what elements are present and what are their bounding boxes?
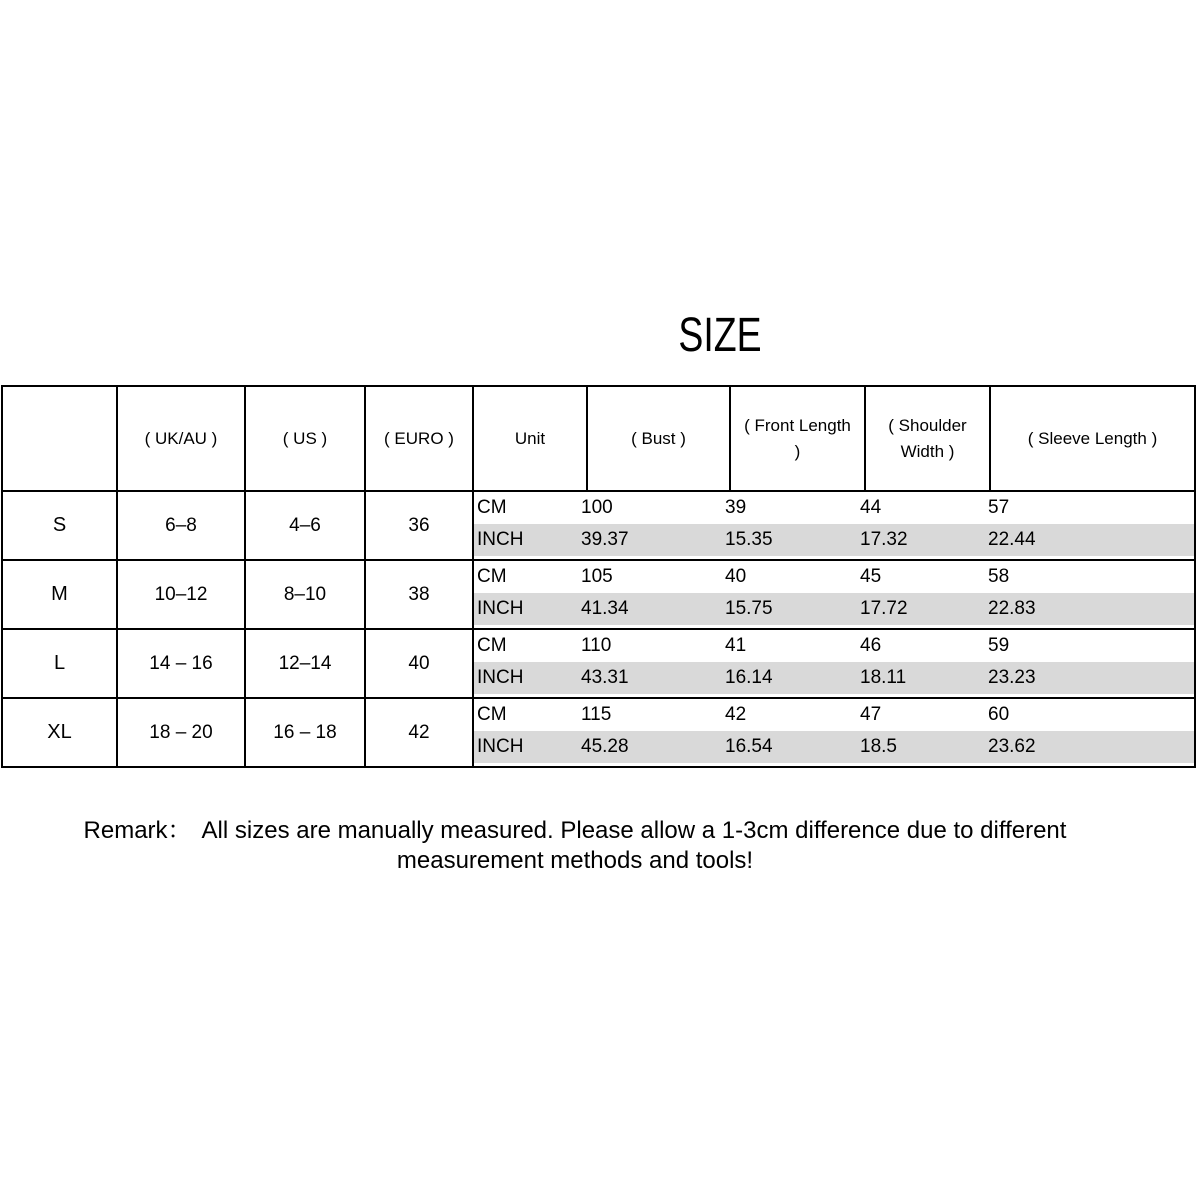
- shoulder-width-value: 47: [860, 704, 882, 725]
- size-row-xl: [3, 697, 1194, 766]
- shoulder-width-value: 18.11: [860, 667, 907, 688]
- euro-value: 36: [366, 492, 474, 559]
- size-row-s: [3, 490, 1194, 559]
- shoulder-width-value: 44: [860, 497, 882, 518]
- unit-label: INCH: [477, 736, 524, 757]
- bust-value: 100: [581, 497, 613, 518]
- cm-row: [474, 561, 1194, 593]
- size-name: M: [3, 561, 118, 628]
- sleeve-length-value: 58: [988, 566, 1010, 587]
- page-title-text: SIZE: [678, 309, 762, 362]
- header-sleeve-length: ( Sleeve Length ): [1027, 428, 1158, 448]
- uk-au-value: 18 – 20: [118, 699, 246, 766]
- uk-au-value: 6–8: [118, 492, 246, 559]
- bust-value: 43.31: [581, 667, 629, 688]
- bust-value: 105: [581, 566, 613, 587]
- uk-au-value: 14 – 16: [118, 630, 246, 697]
- unit-label: INCH: [477, 667, 524, 688]
- inch-row: [474, 662, 1194, 697]
- unit-label: CM: [477, 497, 507, 518]
- unit-label: CM: [477, 566, 507, 587]
- front-length-value: 16.14: [725, 667, 773, 688]
- us-value: 16 – 18: [246, 699, 366, 766]
- front-length-value: 16.54: [725, 736, 773, 757]
- shoulder-width-value: 46: [860, 635, 882, 656]
- sleeve-length-value: 23.23: [988, 667, 1036, 688]
- cm-row: [474, 699, 1194, 731]
- bust-value: 39.37: [581, 529, 629, 550]
- us-value: 12–14: [246, 630, 366, 697]
- bust-value: 45.28: [581, 736, 629, 757]
- euro-value: 40: [366, 630, 474, 697]
- inch-row: [474, 593, 1194, 628]
- unit-label: CM: [477, 704, 507, 725]
- shoulder-width-value: 17.72: [860, 598, 908, 619]
- remark-label: Remark：: [83, 817, 192, 844]
- remark-text-1: All sizes are manually measured. Please allow a 1-3cm difference due to different: [201, 817, 1067, 844]
- header-uk-au: ( UK/AU ): [118, 387, 246, 490]
- header-us: ( US ): [246, 387, 366, 490]
- header-bust: ( Bust ): [588, 387, 731, 490]
- shoulder-width-value: 18.5: [860, 736, 897, 757]
- shoulder-width-value: 17.32: [860, 529, 908, 550]
- uk-au-value: 10–12: [118, 561, 246, 628]
- euro-value: 38: [366, 561, 474, 628]
- size-name: XL: [3, 699, 118, 766]
- size-row-m: [3, 559, 1194, 628]
- front-length-value: 15.35: [725, 529, 773, 550]
- page-title: [667, 308, 774, 363]
- bust-value: 110: [581, 635, 612, 656]
- size-name: S: [3, 492, 118, 559]
- front-length-value: 39: [725, 497, 747, 518]
- sleeve-length-value: 23.62: [988, 736, 1036, 757]
- us-value: 8–10: [246, 561, 366, 628]
- measurements-m: [474, 561, 1194, 628]
- header-euro: ( EURO ): [366, 387, 474, 490]
- bust-value: 115: [581, 704, 612, 725]
- front-length-value: 40: [725, 566, 747, 587]
- measurements-s: [474, 492, 1194, 559]
- remark-text-2: measurement methods and tools!: [396, 847, 754, 874]
- header-blank-cell: [3, 387, 118, 490]
- front-length-value: 41: [725, 635, 747, 656]
- inch-row: [474, 524, 1194, 559]
- us-value: 4–6: [246, 492, 366, 559]
- measurements-xl: [474, 699, 1194, 766]
- remark-line-1: [0, 816, 1150, 846]
- bust-value: 41.34: [581, 598, 629, 619]
- size-table: [1, 385, 1196, 768]
- unit-label: CM: [477, 635, 507, 656]
- remark: [0, 816, 1150, 876]
- table-header-row: [3, 387, 1194, 490]
- sleeve-length-value: 59: [988, 635, 1010, 656]
- header-shoulder-width: ( Shoulder Width ): [866, 387, 991, 490]
- unit-label: INCH: [477, 529, 524, 550]
- size-row-l: [3, 628, 1194, 697]
- sleeve-length-value: 57: [988, 497, 1010, 518]
- cm-row: [474, 630, 1194, 662]
- inch-row: [474, 731, 1194, 766]
- cm-row: [474, 492, 1194, 524]
- euro-value: 42: [366, 699, 474, 766]
- header-front-length: ( Front Length ): [731, 387, 866, 490]
- unit-label: INCH: [477, 598, 524, 619]
- front-length-value: 42: [725, 704, 747, 725]
- measurements-l: [474, 630, 1194, 697]
- sleeve-length-value: 60: [988, 704, 1010, 725]
- front-length-value: 15.75: [725, 598, 773, 619]
- sleeve-length-value: 22.83: [988, 598, 1036, 619]
- sleeve-length-value: 22.44: [988, 529, 1036, 550]
- size-name: L: [3, 630, 118, 697]
- header-unit: Unit: [474, 387, 588, 490]
- shoulder-width-value: 45: [860, 566, 882, 587]
